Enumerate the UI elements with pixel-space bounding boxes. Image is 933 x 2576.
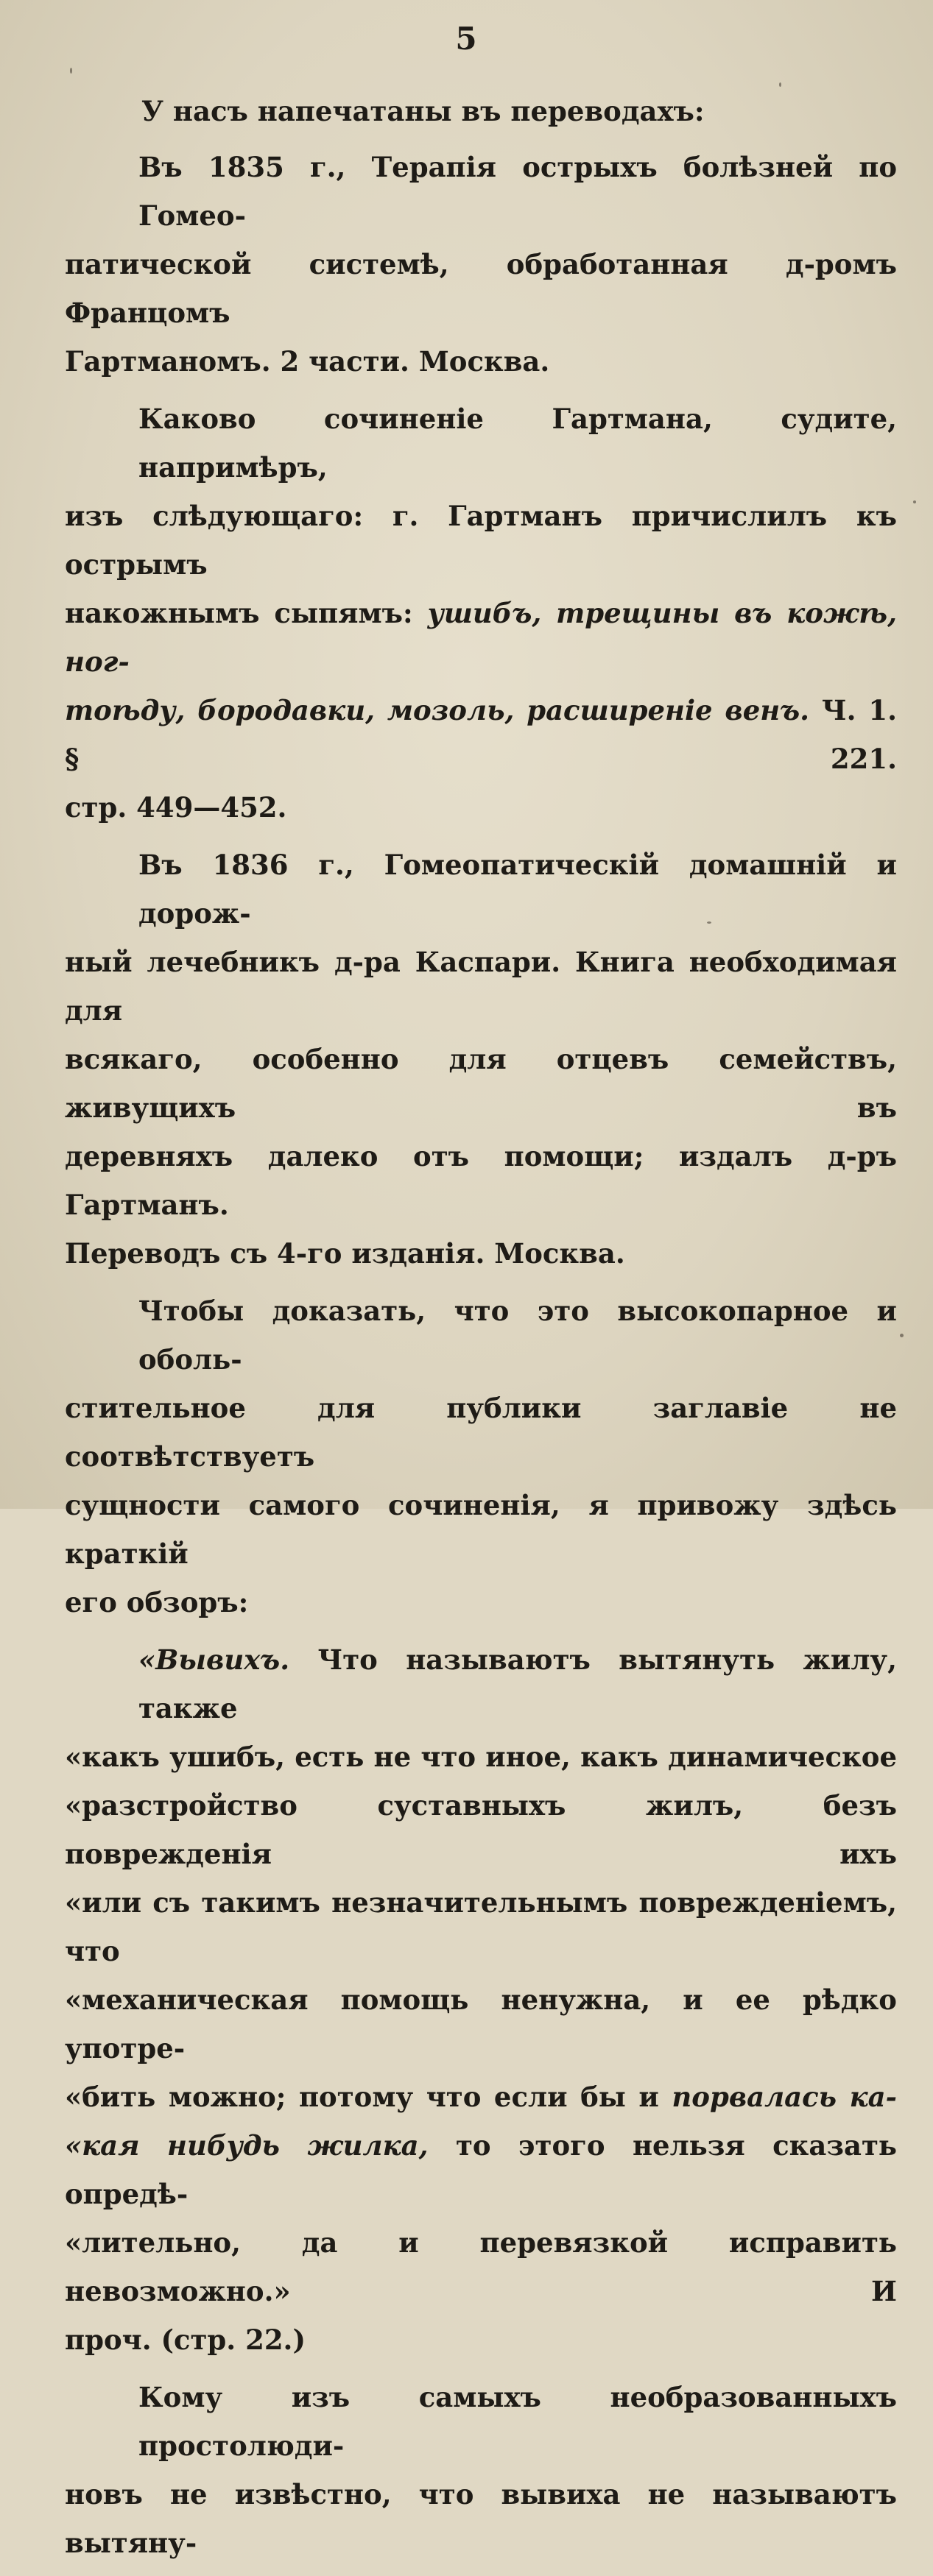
text-line-mixed bbox=[65, 2121, 897, 2218]
paragraph-hartmann-critique bbox=[65, 394, 897, 832]
text-line: Чтобы доказать, что это высокопарное и оболь- bbox=[138, 1295, 897, 1376]
quotation-dislocation bbox=[65, 1635, 897, 2364]
text-line: сущности самого сочиненія, я привожу здѣсь краткій bbox=[65, 1489, 897, 1570]
text-line: деревняхъ далеко отъ помощи; издалъ д-ръ Гартманъ. bbox=[65, 1140, 897, 1221]
text-line: ный лечебникъ д-ра Каспари. Книга необходимая для bbox=[65, 946, 897, 1027]
text-line-mixed bbox=[65, 2073, 897, 2121]
print-speck bbox=[900, 1334, 904, 1337]
paragraph-1835-therapy bbox=[65, 143, 897, 386]
text-line: Переводъ съ 4-го изданія. Москва. bbox=[65, 1237, 625, 1270]
text-line: «лительно, да и перевязкой исправить невозможно.» И bbox=[65, 2226, 897, 2307]
paragraph-overview-intro bbox=[65, 1287, 897, 1627]
italic-segment: «Вывихъ. bbox=[138, 1643, 290, 1676]
text-line: Въ 1835 г., Терапія острыхъ болѣзней по Гомео- bbox=[138, 151, 897, 232]
text-line: «или съ такимъ незначительнымъ поврежденіемъ, что bbox=[65, 1886, 897, 1967]
text-line: стительное для публики заглавіе не соотвѣтствуетъ bbox=[65, 1392, 897, 1473]
text-line: патической системѣ, обработанная д-ромъ Францомъ bbox=[65, 248, 897, 329]
text-line: новъ не извѣстно, что вывиха не называютъ вытяну- bbox=[65, 2478, 897, 2559]
text-line: всякаго, особенно для отцевъ семействъ, живущихъ въ bbox=[65, 1043, 897, 1124]
page-number: 5 bbox=[455, 21, 478, 57]
paragraph-intro bbox=[65, 87, 897, 135]
text-line: Каково сочиненіе Гартмана, судите, напримѣръ, bbox=[138, 403, 897, 484]
text-line: Гартманомъ. 2 части. Москва. bbox=[65, 345, 550, 378]
text-line: Кому изъ самыхъ необразованныхъ простолюди- bbox=[138, 2381, 897, 2462]
italic-segment: «кая нибудь жилка, bbox=[65, 2129, 429, 2162]
italic-segment: ушибъ, трещины въ кожѣ, ног- bbox=[65, 597, 897, 678]
text-line: Въ 1836 г., Гомеопатическій домашній и дорож- bbox=[138, 849, 897, 930]
print-speck bbox=[70, 68, 72, 74]
text-line-mixed bbox=[65, 589, 897, 686]
italic-segment: порвалась ка- bbox=[672, 2081, 898, 2113]
text-line: «разстройство суставныхъ жилъ, безъ поврежденія ихъ bbox=[65, 1789, 897, 1870]
text-segment: Что называютъ вытянуть жилу, также bbox=[138, 1643, 897, 1724]
text-line: «механическая помощь ненужна, и ее рѣдко употре- bbox=[65, 1984, 897, 2064]
text-segment: «бить можно; потому что если бы и bbox=[65, 2081, 672, 2113]
text-line-mixed bbox=[65, 686, 897, 783]
print-speck bbox=[913, 500, 916, 503]
paragraph-commoners bbox=[65, 2373, 897, 2567]
text-line: изъ слѣдующаго: г. Гартманъ причислилъ къ острымъ bbox=[65, 500, 897, 581]
text-line: У насъ напечатаны въ переводахъ: bbox=[141, 95, 705, 127]
text-line-mixed bbox=[65, 1635, 897, 1733]
text-segment: то этого нельзя сказать опредѣ- bbox=[65, 2129, 898, 2210]
print-speck bbox=[707, 921, 711, 924]
text-segment: Ч. 1. § 221. bbox=[65, 694, 897, 775]
text-segment: накожнымъ сыпямъ: bbox=[65, 597, 428, 629]
text-line: стр. 449—452. bbox=[65, 791, 287, 824]
paragraph-1836-handbook bbox=[65, 841, 897, 1278]
text-line: проч. (стр. 22.) bbox=[65, 2324, 306, 2356]
print-speck bbox=[779, 82, 781, 87]
text-line: его обзоръ: bbox=[65, 1586, 249, 1618]
italic-segment: тоѣду, бородавки, мозоль, расширеніе венъ. bbox=[65, 694, 810, 726]
text-line: «какъ ушибъ, есть не что иное, какъ динамическое bbox=[65, 1741, 897, 1773]
page-body bbox=[65, 87, 897, 2576]
